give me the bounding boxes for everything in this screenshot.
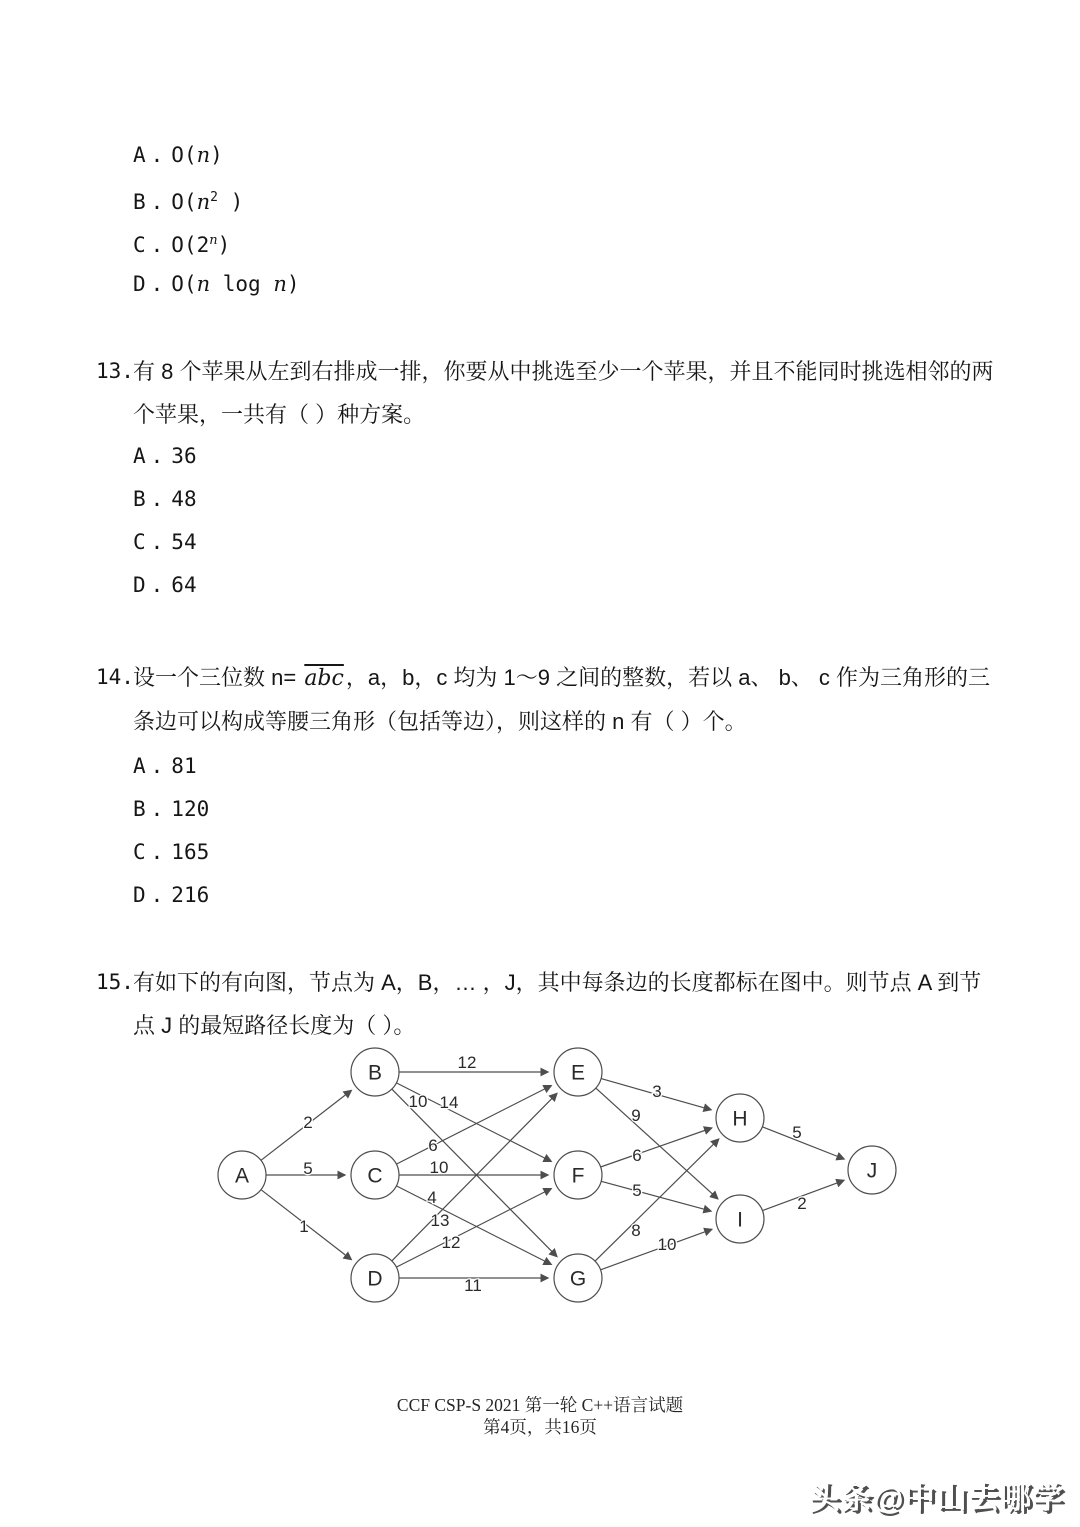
option-value: 81: [171, 754, 197, 778]
edge-B-G: [392, 1089, 557, 1257]
q14-text-post: ，a，b，c 均为 1～9 之间的整数，若以 a、 b、 c 作为三角形的三: [345, 665, 991, 690]
edge-weight-E-H: 3: [652, 1081, 662, 1101]
q12-option-d: [133, 269, 300, 299]
graph-node-label-F: F: [571, 1164, 585, 1188]
edge-weight-G-H: 8: [631, 1220, 641, 1240]
option-value: 165: [171, 840, 210, 864]
edge-weight-D-G: 11: [464, 1275, 482, 1295]
option-formula: O(2$^n$): [171, 233, 231, 257]
option-value: 120: [171, 797, 210, 821]
q14-option-d: [133, 880, 209, 910]
option-value: 64: [171, 573, 197, 597]
q14-option-c: [133, 837, 209, 867]
option-letter: A.: [133, 143, 169, 167]
option-letter: B.: [133, 797, 169, 821]
edge-weight-D-F: 12: [441, 1232, 461, 1252]
question-number: 13.: [96, 359, 134, 383]
watermark: 头条@中山去哪学: [808, 1480, 1064, 1515]
q12-option-a: [133, 140, 223, 170]
q14-overline-abc: $\overline{abc}$: [304, 666, 344, 691]
option-value: 48: [171, 487, 197, 511]
q13-option-b: [133, 484, 197, 514]
question-line: 点 J 的最短路径长度为（ ）。: [133, 1013, 416, 1038]
question-14: [96, 656, 990, 743]
q13-option-a: [133, 441, 197, 471]
question-line: 条边可以构成等腰三角形（包括等边），则这样的 n 有（ ）个。: [133, 709, 747, 734]
question-13: [96, 350, 993, 436]
question-15: [96, 961, 981, 1047]
option-formula: $O(n^2$ ): [171, 190, 244, 214]
option-formula: O(n log n): [171, 272, 300, 296]
edge-weight-C-E: 6: [428, 1135, 438, 1155]
q14-option-b: [133, 794, 209, 824]
question-number: 14.: [96, 665, 134, 689]
edge-weight-I-J: 2: [797, 1193, 807, 1213]
edge-weight-A-D: 1: [299, 1216, 309, 1236]
question-number: 15.: [96, 970, 134, 994]
edge-weight-E-I: 9: [631, 1105, 641, 1125]
q14-text-pre: 设一个三位数 n=: [133, 665, 303, 690]
question-line: 有如下的有向图，节点为 A，B，… ，J，其中每条边的长度都标在图中。则节点 A 到节: [133, 970, 982, 995]
edge-C-G: [396, 1186, 551, 1265]
edge-weight-B-F: 14: [439, 1092, 459, 1112]
graph-node-label-C: C: [367, 1164, 383, 1188]
option-letter: C.: [133, 233, 169, 257]
footer-page-number: 第4页，共16页: [483, 1417, 597, 1437]
option-formula: O(n): [171, 143, 223, 167]
q12-option-c: [133, 226, 230, 260]
page-footer: [0, 1394, 1080, 1438]
footer-title: CCF CSP-S 2021 第一轮 C++语言试题: [396, 1395, 684, 1415]
graph-node-label-H: H: [732, 1107, 748, 1131]
directed-graph-figure: [212, 1040, 912, 1335]
option-letter: C.: [133, 530, 169, 554]
edge-F-I: [601, 1181, 711, 1211]
graph-node-label-G: G: [569, 1267, 587, 1291]
graph-node-label-I: I: [737, 1208, 743, 1232]
option-letter: B.: [133, 487, 169, 511]
graph-node-label-E: E: [570, 1061, 586, 1085]
q12-option-b: [133, 183, 243, 217]
edge-weight-B-E: 12: [457, 1052, 477, 1072]
graph-node-label-B: B: [367, 1061, 383, 1085]
q13-option-d: [133, 570, 197, 600]
option-value: 36: [171, 444, 197, 468]
edge-E-I: [596, 1088, 718, 1199]
edge-weight-C-F: 10: [429, 1157, 449, 1177]
edge-weight-F-I: 5: [632, 1180, 642, 1200]
graph-svg: [212, 1040, 912, 1330]
edge-H-J: [762, 1127, 844, 1159]
question-line: [133, 656, 990, 700]
option-value: 216: [171, 883, 210, 907]
option-letter: D.: [133, 883, 169, 907]
option-letter: B.: [133, 190, 169, 214]
graph-node-label-A: A: [234, 1164, 250, 1188]
option-letter: C.: [133, 840, 169, 864]
edge-weight-F-H: 6: [632, 1145, 642, 1165]
question-line: 个苹果，一共有（ ）种方案。: [133, 402, 426, 427]
edge-D-E: [392, 1093, 557, 1261]
graph-node-label-D: D: [367, 1267, 383, 1291]
option-value: 54: [171, 530, 197, 554]
question-line: 有 8 个苹果从左到右排成一排，你要从中挑选至少一个苹果，并且不能同时挑选相邻的两: [133, 359, 994, 384]
option-letter: A.: [133, 754, 169, 778]
edge-weight-H-J: 5: [792, 1122, 802, 1142]
question-text: [133, 656, 990, 743]
edge-weight-B-G: 10: [408, 1091, 428, 1111]
q14-option-a: [133, 751, 197, 781]
option-letter: D.: [133, 573, 169, 597]
option-letter: D.: [133, 272, 169, 296]
graph-node-label-J: J: [866, 1159, 878, 1183]
edge-F-H: [601, 1128, 712, 1167]
q13-option-c: [133, 527, 197, 557]
edge-G-I: [601, 1229, 712, 1270]
edge-weight-G-I: 10: [657, 1234, 677, 1254]
option-letter: A.: [133, 444, 169, 468]
edge-weight-C-G: 4: [427, 1187, 437, 1207]
question-text: [133, 961, 981, 1047]
edge-weight-D-E: 13: [430, 1210, 450, 1230]
edge-weight-A-C: 5: [303, 1158, 313, 1178]
edge-weight-A-B: 2: [303, 1112, 313, 1132]
question-text: [133, 350, 993, 436]
